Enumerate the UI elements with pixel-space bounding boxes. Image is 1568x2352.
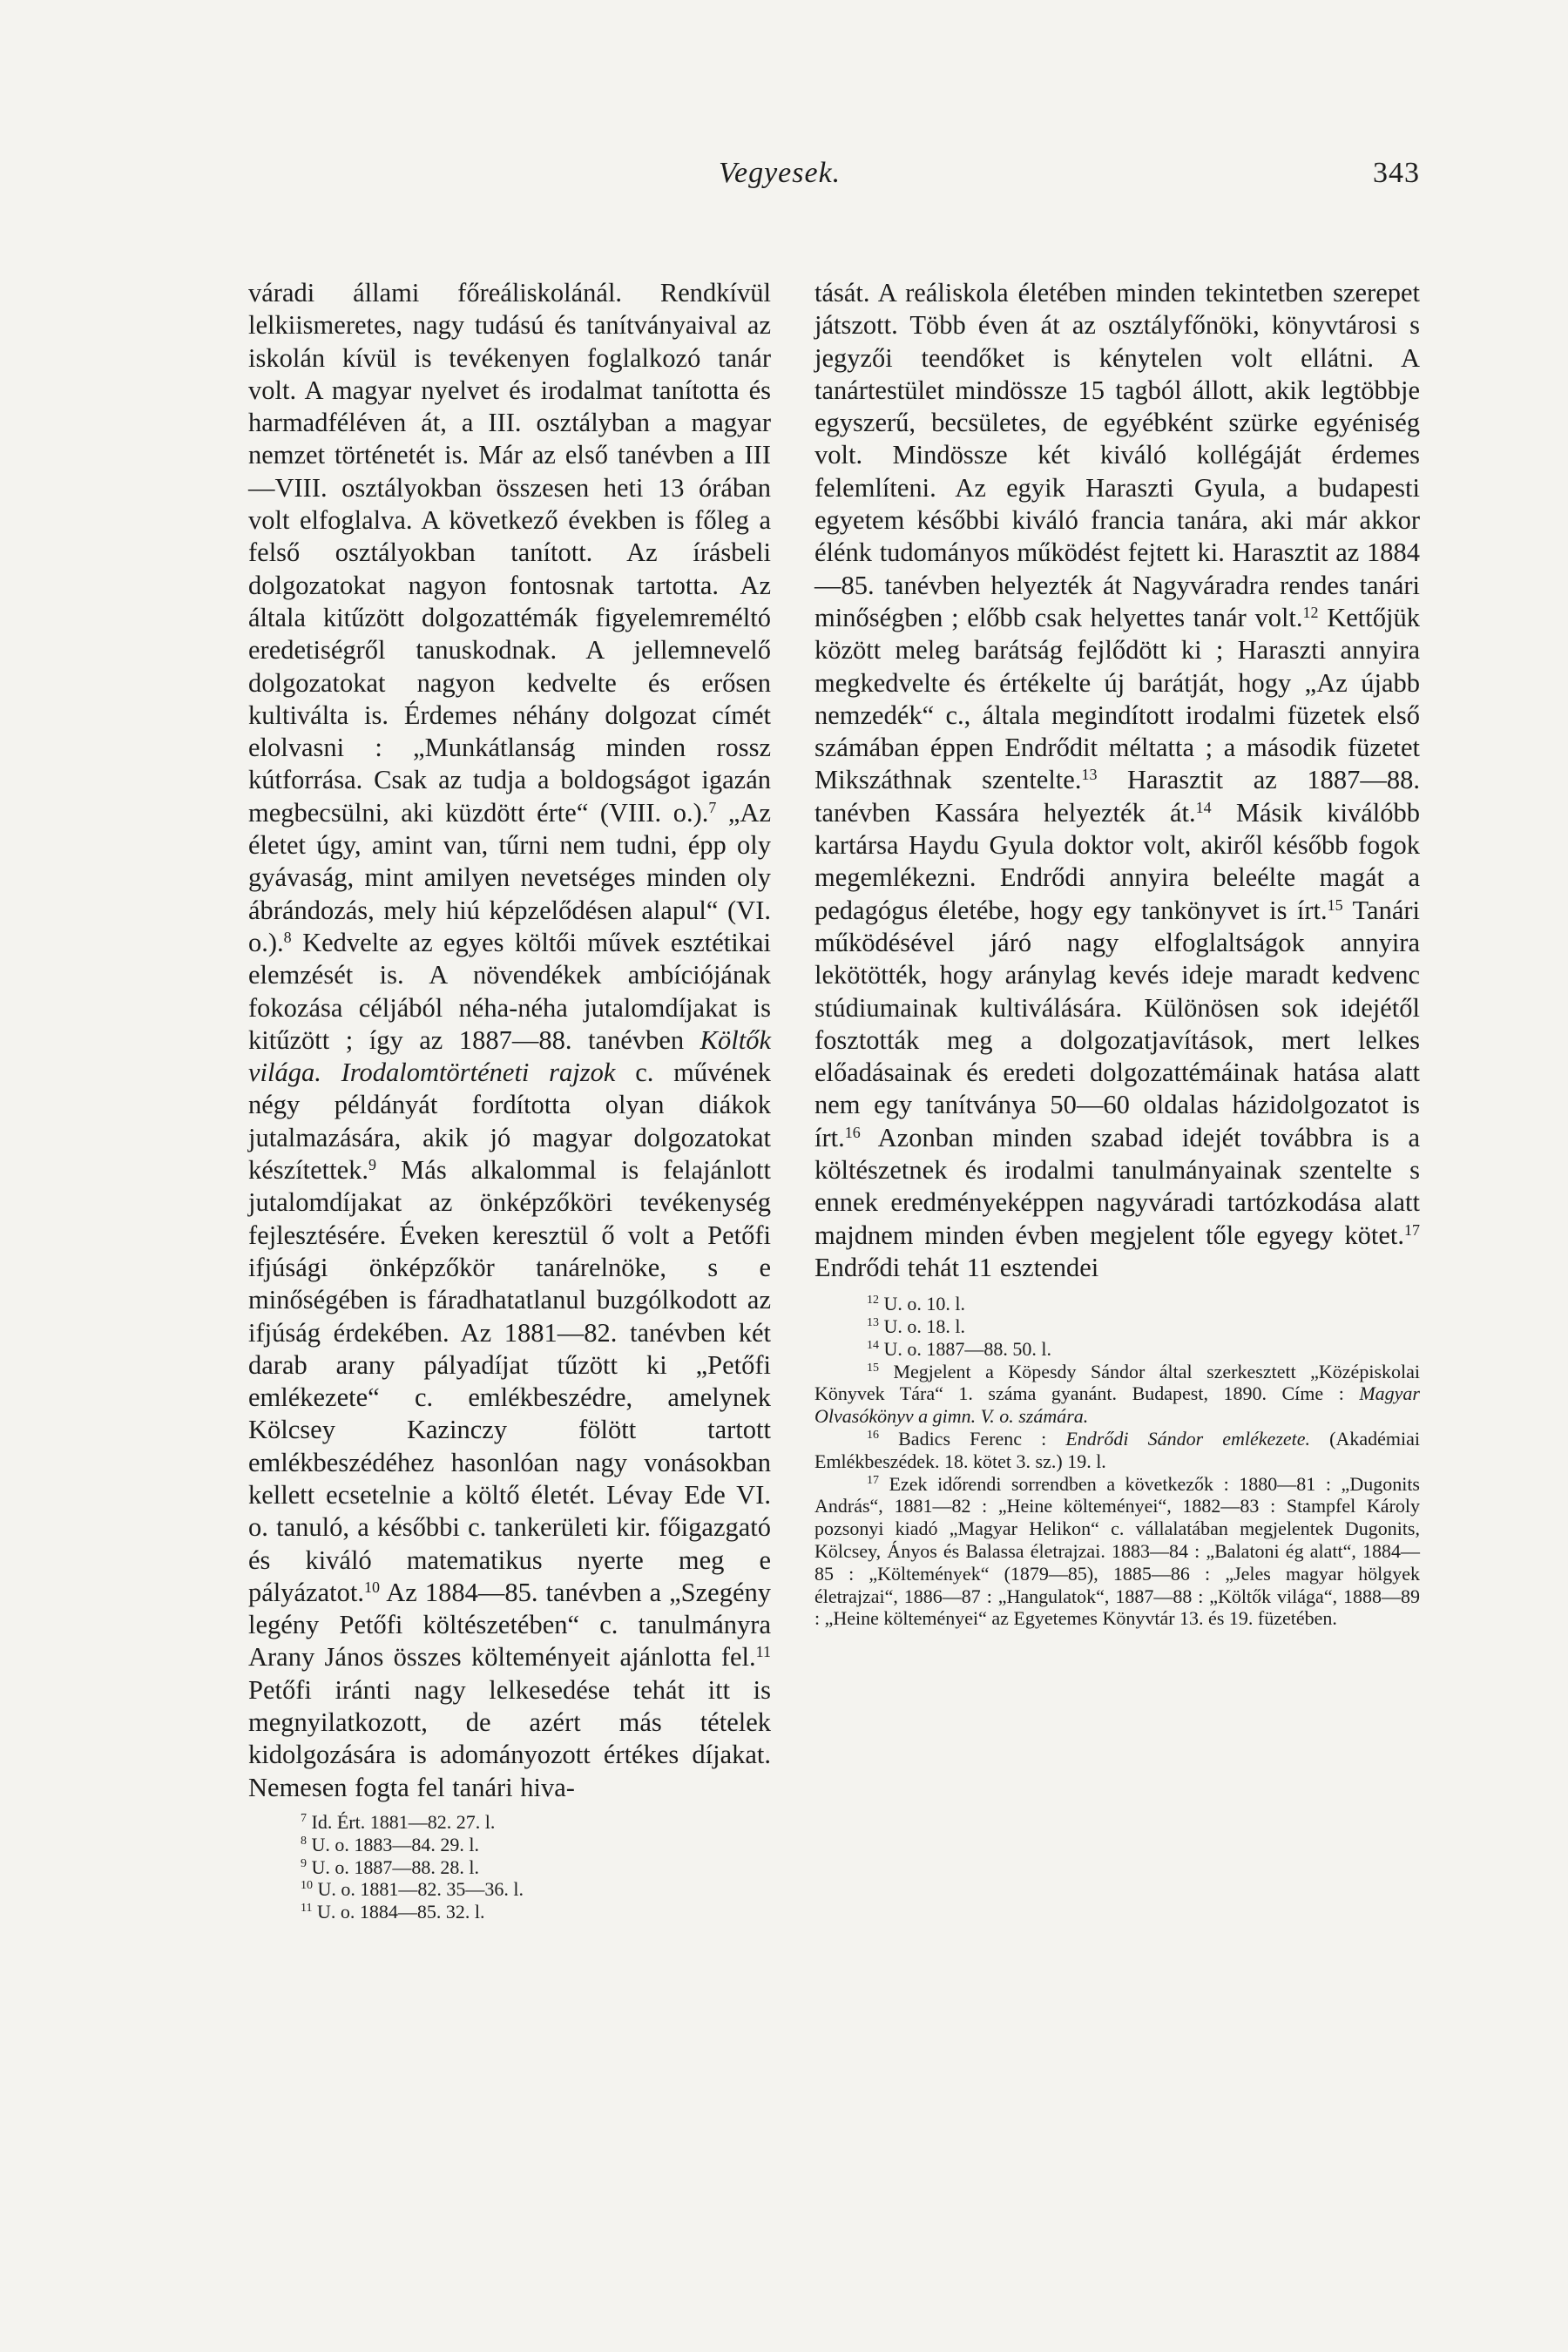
left-footnotes (248, 1811, 771, 1923)
right-text-run: Tanári működésével járó nagy elfoglaltságok annyira lekötötték, hogy aránylag kevés ideje maradt kedvenc stúdiumainak kultiválására. Különösen sok idejétől fosztották meg a dolgozatjavítások, mert lelkes előadásainak és eredeti dolgozattémáinak hatása alatt nem egy tanítványa 50—60 oldalas házidolgozatot is írt. (814, 895, 1420, 1152)
footnote (248, 1901, 771, 1923)
right-text-run: Endrődi tehát 11 esztendei (814, 1252, 1099, 1282)
footnote-text: U. o. 1883—84. 29. l. (311, 1833, 479, 1855)
footnote-number: 11 (301, 1902, 313, 1916)
left-text-run: váradi állami főreáliskolánál. Rendkívül lelkiismeretes, nagy tudású és tanítványaival az iskolán kívül is tevékenyen foglalkozó tanár volt. A magyar nyelvet és irodalmat tanította és harmadféléven át, a III. osztályban a magyar nemzet történetét is. Már az első tanévben a III—VIII. osztályokban összesen heti 13 órában volt elfoglalva. A következő években is főleg a felső osztályokban tanított. Az írásbeli dolgozatokat nagyon fontosnak tartotta. Az általa kitűzött dolgozattémák figyelemreméltó eredetiségről tanuskodnak. A jellemnevelő dolgozatokat nagyon kedvelte és erősen kultiválta is. Érdemes néhány dolgozat címét elolvasni : „Munkátlanság minden rossz kútforrása. Csak az tudja a boldogságot igazán megbecsülni, aki küzdött érte“ (VIII. o.). (248, 278, 771, 828)
right-text-run: Azonban minden szabad idejét továbbra is a költészetnek és irodalmi tanulmányainak szentelte s ennek eredményeképpen nagyváradi tartózkodása alatt majdnem minden évben megjelent tőle egyegy kötet. (814, 1122, 1420, 1250)
left-text-run: Más alkalommal is felajánlott jutalomdíjakat az önképzőköri tevékenység fejlesztésére. Éveken keresztül ő volt a Petőfi ifjúsági önképzőkör tanárelnöke, s e minőségében is fáradhatatlanul buzgólkodott az ifjúság érdekében. Az 1881—82. tanévben két darab arany pályadíjat tűzött ki „Petőfi emlékezete“ c. emlékbeszédre, amelynek Kölcsey Kazinczy fölött tartott emlékbeszédéhez hasonlóan nagy vonásokban kellett ecsetelnie a költő életét. Lévay Ede VI. o. tanuló, a későbbi c. tankerületi kir. főigazgató és kiváló matematikus nyerte meg e pályázatot. (248, 1155, 771, 1607)
footnote-number: 13 (867, 1316, 879, 1329)
right-footnotes (814, 1293, 1420, 1630)
footnote-ref: 11 (755, 1643, 771, 1661)
footnote-number: 10 (301, 1879, 313, 1893)
footnote-ref: 14 (1195, 798, 1212, 816)
footnote-ref: 10 (363, 1578, 380, 1596)
footnote (814, 1361, 1420, 1428)
footnote-ref: 9 (368, 1156, 377, 1174)
footnote-number: 9 (301, 1856, 307, 1870)
footnote (248, 1856, 771, 1879)
footnote-text: U. o. 1887—88. 50. l. (883, 1337, 1051, 1360)
footnote-number: 12 (867, 1294, 879, 1308)
running-title: Vegyesek. (719, 157, 841, 189)
book-title-italic: Költők világa. Irodalomtörténeti rajzok (248, 1024, 771, 1088)
footnote-number: 7 (301, 1811, 307, 1825)
left-text-run: c. művének négy példányát fordította olyan diákok jutalmazására, akik jó magyar dolgozatokat készítettek. (248, 1058, 771, 1186)
footnote-text: U. o. 1881—82. 35—36. l. (317, 1878, 524, 1901)
right-text-run: Kettőjük között meleg barátság fejlődött ki ; Haraszti annyira megkedvelte és értékelte új barátját, hogy „Az újabb nemzedék“ c., általa megindított irodalmi füzetek első számában éppen Endrődit méltatta ; a második füzetet Mikszáthnak szentelte. (814, 602, 1420, 795)
right-column-text (814, 277, 1420, 1284)
left-text-run: Kedvelte az egyes költői művek esztétikai elemzését is. A növendékek ambíciójának fokozása céljából néha-néha jutalomdíjakat is kitűzött ; így az 1887—88. tanévben (248, 927, 771, 1055)
footnote-number: 16 (867, 1428, 879, 1442)
footnote (814, 1338, 1420, 1361)
footnote (814, 1428, 1420, 1473)
footnote (814, 1315, 1420, 1338)
footnote (248, 1878, 771, 1901)
left-column (248, 277, 771, 1923)
footnote-ref: 15 (1327, 896, 1343, 914)
footnote-text: Megjelent a Köpesdy Sándor által szerkesztett „Középiskolai Könyvek Tára“ 1. száma gyanánt. Budapest, 1890. Címe : (814, 1360, 1420, 1405)
right-text-run: Másik kiválóbb kartársa Haydu Gyula doktor volt, akiről később fogok megemlékezni. Endrődi annyira beleélte magát a pedagógus életébe, hogy egy tankönyvet is írt. (814, 797, 1420, 925)
right-text-run: tását. A reáliskola életében minden tekintetben szerepet játszott. Több éven át az osztályfőnöki, könyvtárosi s jegyzői teendőket is kénytelen volt ellátni. A tanártestület mindössze 15 tagból állott, akik legtöbbje egyszerű, becsületes, de egyébként szürke egyéniség volt. Mindössze két kiváló kollégáját érdemes felemlíteni. Az egyik Haraszti Gyula, a budapesti egyetem későbbi kiváló francia tanára, aki már akkor élénk tudományos működést fejtett ki. Harasztit az 1884—85. tanévben helyezték át Nagyváradra rendes tanári minőségben ; előbb csak helyettes tanár volt. (814, 278, 1420, 632)
page-number: 343 (1373, 157, 1420, 189)
footnote-number: 8 (301, 1834, 307, 1848)
footnote-text: U. o. 18. l. (883, 1315, 965, 1337)
footnote-text: U. o. 10. l. (883, 1293, 965, 1315)
footnote-text: Id. Ért. 1881—82. 27. l. (311, 1810, 496, 1833)
footnote-number: 14 (867, 1338, 879, 1352)
footnote-ref: 7 (708, 798, 717, 816)
footnote-number: 17 (867, 1473, 879, 1487)
footnote-text: (Akadémiai Emlékbeszédek. 18. kötet 3. sz.) 19. l. (814, 1427, 1420, 1472)
footnote-text: U. o. 1887—88. 28. l. (311, 1855, 479, 1878)
left-text-run: Petőfi iránti nagy lelkesedése tehát itt is megnyilatkozott, de azért más tételek kidolgozására is adományozott értékes díjakat. Nemesen fogta fel tanári hiva- (248, 1674, 771, 1802)
right-column (814, 277, 1420, 1630)
footnote (814, 1473, 1420, 1631)
running-head (244, 157, 1420, 192)
footnote-ref: 13 (1081, 766, 1098, 784)
footnote-text: Ezek időrendi sorrendben a következők : 1880—81 : „Dugonits András“, 1881—82 : „Heine költeményei“, 1882—83 : Stampfel Károly pozsonyi kiadó „Magyar Helikon“ c. vállalatában megjelentek Dugonits, Kölcsey, Ányos és Balassa életrajzai. 1883—84 : „Balatoni ég alatt“, 1884—85 : „Költemények“ (1879—85), 1885—86 : „Jeles magyar hölgyek életrajzai“, 1886—87 : „Hangulatok“, 1887—88 : „Költők világa“, 1888—89 : „Heine költeményei“ az Egyetemes Könyvtár 13. és 19. füzetében. (814, 1472, 1420, 1630)
left-text-run: „Az életet úgy, amint van, tűrni nem tudni, épp oly gyávaság, mint amilyen nevetséges minden oly ábrándozás, mely hiú képzelődésen alapul“ (VI. o.). (248, 797, 771, 957)
footnote-ref: 12 (1302, 603, 1319, 621)
footnote-ref: 8 (283, 928, 292, 946)
left-column-text (248, 277, 771, 1804)
footnote (248, 1834, 771, 1856)
footnote-ref: 17 (1404, 1220, 1420, 1239)
footnote-ref: 16 (844, 1123, 861, 1141)
footnote-number: 15 (867, 1361, 879, 1375)
footnote (248, 1811, 771, 1834)
footnote-italic-title: Endrődi Sándor emlékezete. (1065, 1427, 1311, 1450)
footnote (814, 1293, 1420, 1315)
right-text-run: Harasztit az 1887—88. tanévben Kassára helyezték át. (814, 765, 1420, 828)
footnote-italic-title: Magyar Olvasókönyv a gimn. V. o. számára. (814, 1382, 1420, 1428)
footnote-text: U. o. 1884—85. 32. l. (316, 1901, 485, 1923)
footnote-text: Badics Ferenc : (898, 1427, 1066, 1450)
left-text-run: Az 1884—85. tanévben a „Szegény legény Petőfi költészetében“ c. tanulmányra Arany János összes költeményeit ajánlotta fel. (248, 1577, 771, 1673)
